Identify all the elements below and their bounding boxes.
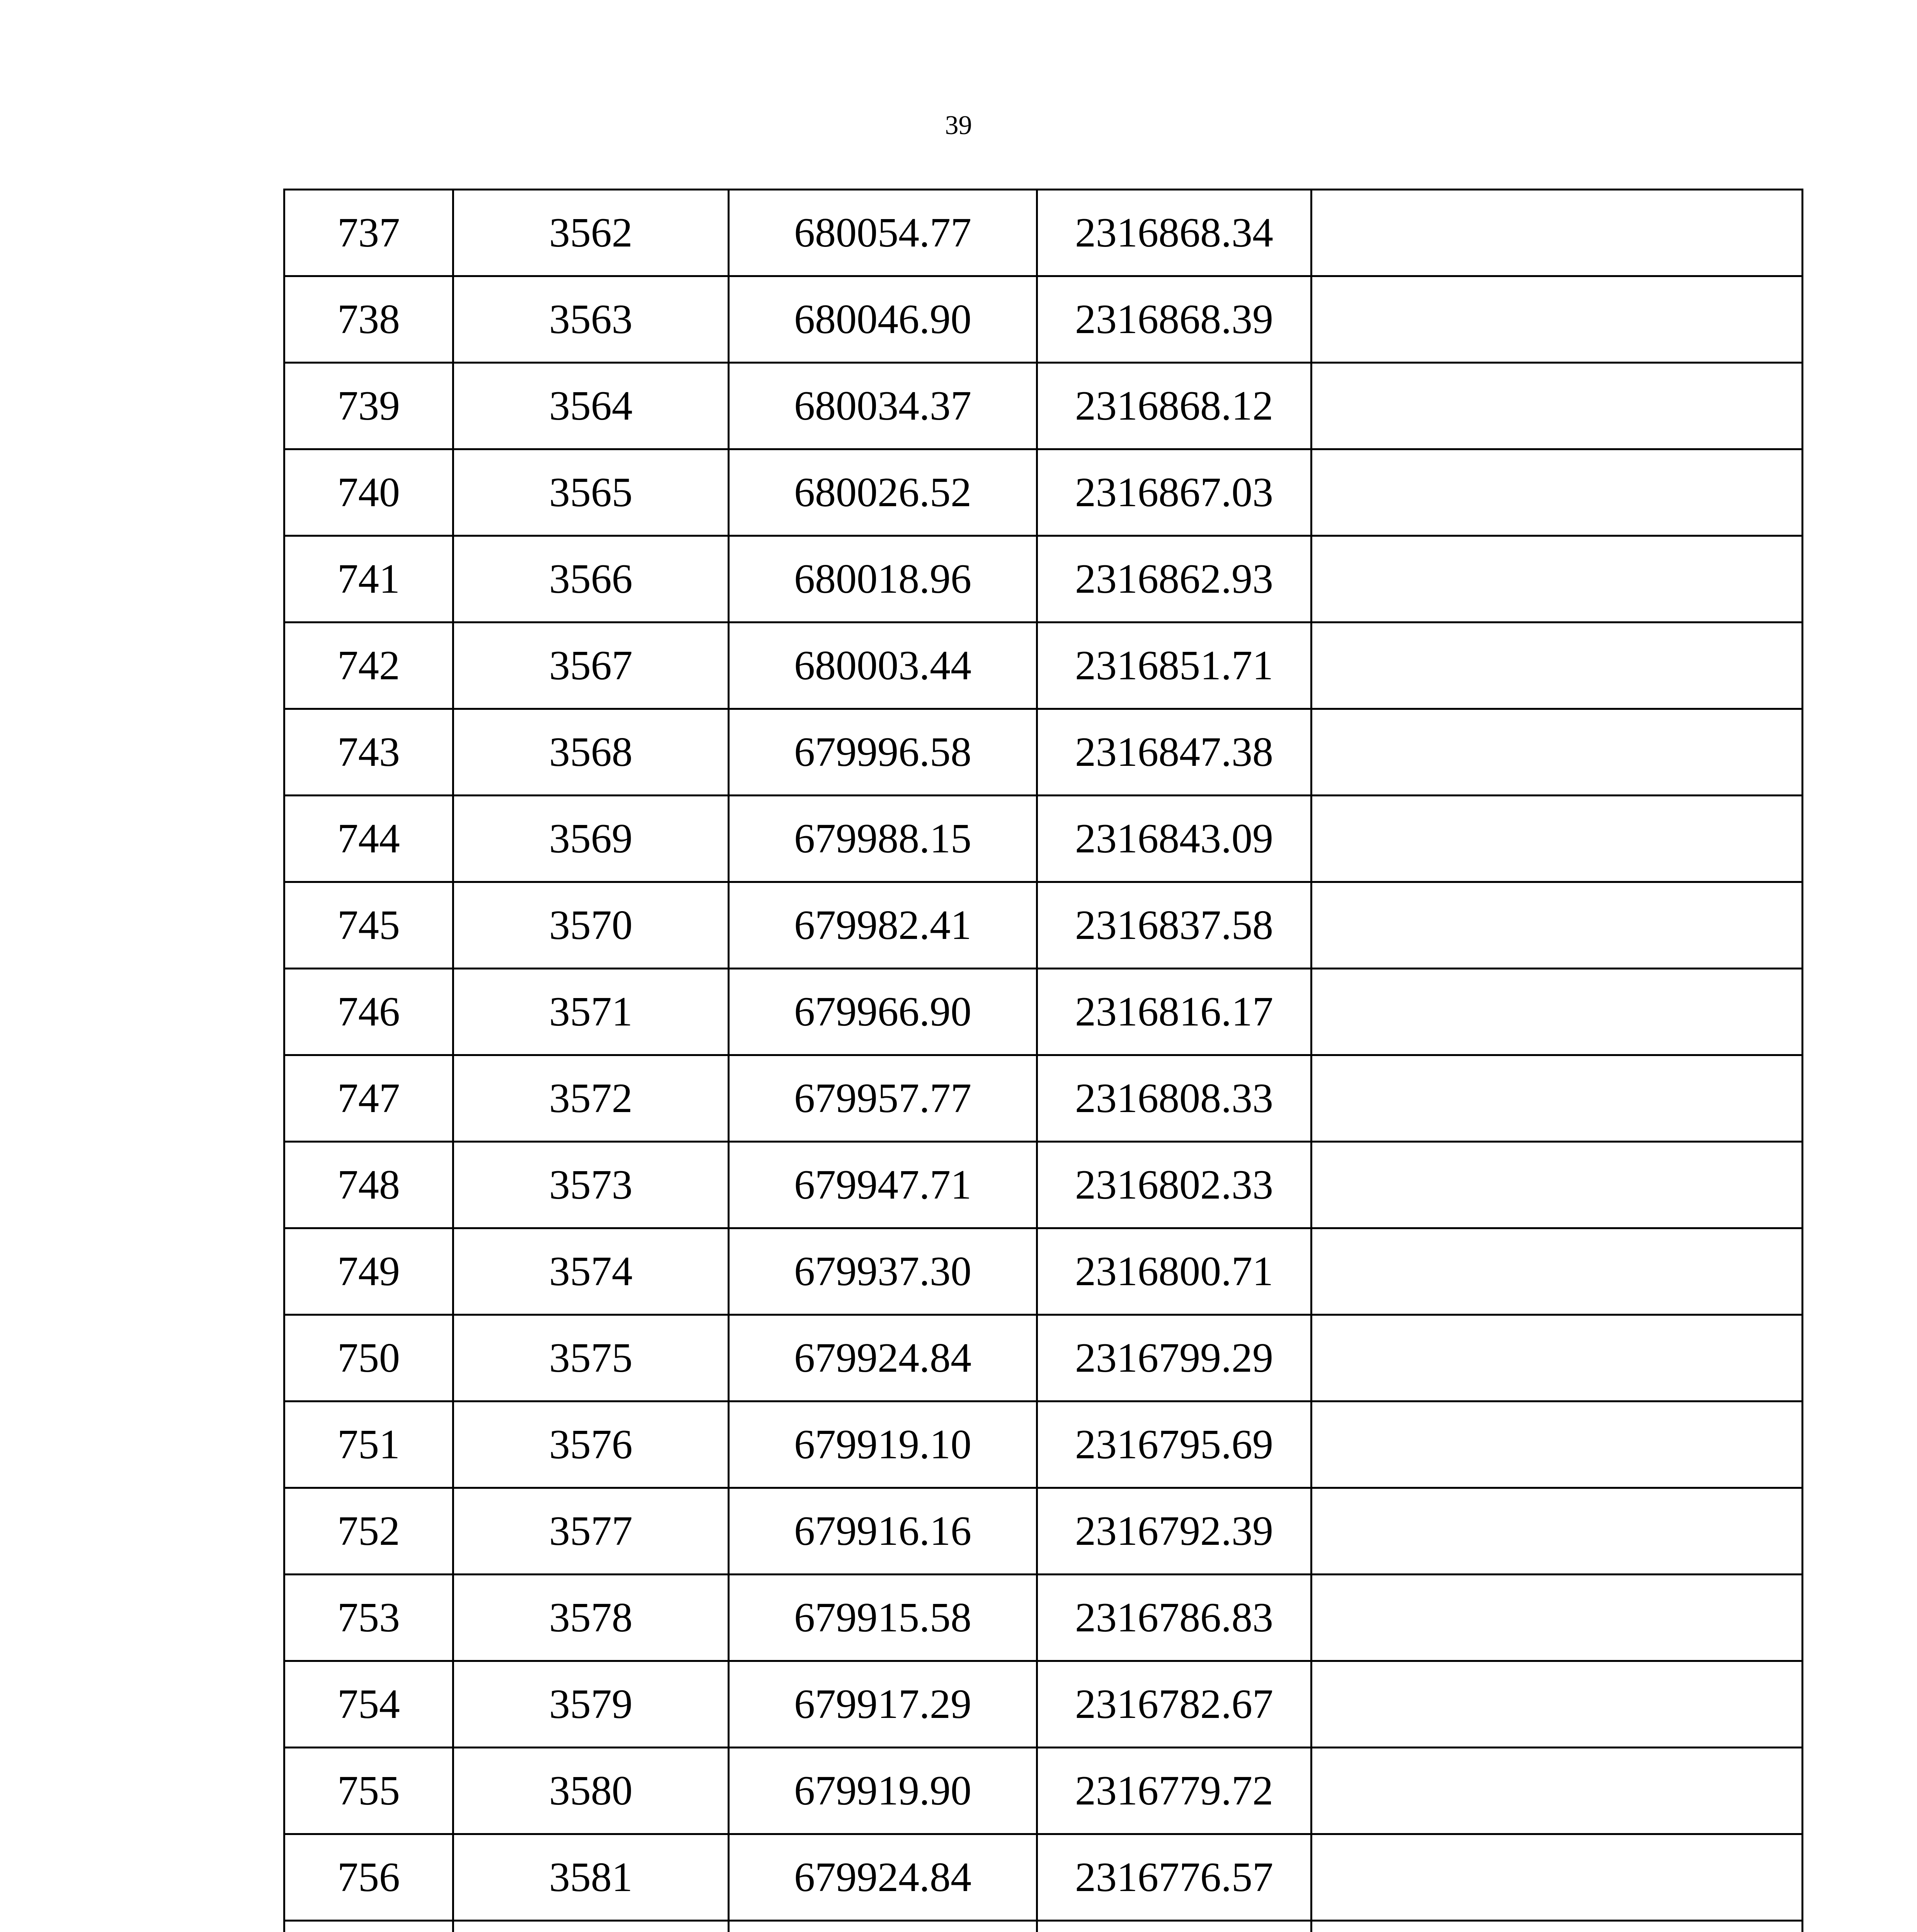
y-coordinate-cell: 2316862.93 (1037, 536, 1311, 622)
y-coordinate-cell: 2316792.39 (1037, 1488, 1311, 1575)
row-index-cell: 747 (284, 1055, 453, 1142)
empty-cell (1311, 1575, 1803, 1661)
page-number: 39 (945, 111, 972, 140)
coordinate-table-body (284, 190, 1803, 1932)
point-number-cell: 3579 (453, 1661, 729, 1748)
point-number-cell: 3572 (453, 1055, 729, 1142)
table-row (284, 709, 1803, 796)
point-number-cell: 3580 (453, 1748, 729, 1834)
empty-cell (1311, 1228, 1803, 1315)
empty-cell (1311, 882, 1803, 969)
y-coordinate-cell: 2316802.33 (1037, 1142, 1311, 1228)
y-coordinate-cell: 2316800.71 (1037, 1228, 1311, 1315)
row-index-cell: 749 (284, 1228, 453, 1315)
point-number-cell: 3564 (453, 363, 729, 449)
y-coordinate-cell: 2316808.33 (1037, 1055, 1311, 1142)
row-index-cell: 751 (284, 1401, 453, 1488)
table-row (284, 969, 1803, 1055)
x-coordinate-cell: 679915.58 (729, 1575, 1037, 1661)
table-row (284, 1575, 1803, 1661)
y-coordinate-cell: 2316851.71 (1037, 622, 1311, 709)
point-number-cell: 3574 (453, 1228, 729, 1315)
y-coordinate-cell: 2316799.29 (1037, 1315, 1311, 1401)
empty-cell (1311, 1401, 1803, 1488)
point-number-cell: 3562 (453, 190, 729, 276)
y-coordinate-cell: 2316847.38 (1037, 709, 1311, 796)
x-coordinate-cell: 679957.77 (729, 1055, 1037, 1142)
y-coordinate-cell: 2316868.39 (1037, 276, 1311, 363)
y-coordinate-cell: 2316837.58 (1037, 882, 1311, 969)
empty-cell (1311, 449, 1803, 536)
x-coordinate-cell: 680046.90 (729, 276, 1037, 363)
x-coordinate-cell: 680054.77 (729, 190, 1037, 276)
table-row (284, 363, 1803, 449)
empty-cell (1311, 1055, 1803, 1142)
x-coordinate-cell: 679982.41 (729, 882, 1037, 969)
y-coordinate-cell: 2316843.09 (1037, 796, 1311, 882)
point-number-cell: 3578 (453, 1575, 729, 1661)
row-index-cell: 744 (284, 796, 453, 882)
y-coordinate-cell: 2316795.69 (1037, 1401, 1311, 1488)
y-coordinate-cell: 2316868.12 (1037, 363, 1311, 449)
y-coordinate-cell: 2316816.17 (1037, 969, 1311, 1055)
empty-cell (1311, 969, 1803, 1055)
y-coordinate-cell: 2316779.72 (1037, 1748, 1311, 1834)
table-row (284, 276, 1803, 363)
empty-cell (1311, 1748, 1803, 1834)
table-row (284, 190, 1803, 276)
point-number-cell: 3581 (453, 1834, 729, 1921)
y-coordinate-cell: 2316786.83 (1037, 1575, 1311, 1661)
empty-cell (1311, 1488, 1803, 1575)
row-index-cell: 753 (284, 1575, 453, 1661)
point-number-cell: 3566 (453, 536, 729, 622)
point-number-cell: 3571 (453, 969, 729, 1055)
x-coordinate-cell: 679924.84 (729, 1315, 1037, 1401)
empty-cell (1311, 190, 1803, 276)
row-index-cell: 743 (284, 709, 453, 796)
table-row (284, 1921, 1803, 1932)
x-coordinate-cell: 679947.71 (729, 1142, 1037, 1228)
point-number-cell: 3570 (453, 882, 729, 969)
x-coordinate-cell: 679919.10 (729, 1401, 1037, 1488)
point-number-cell: 3565 (453, 449, 729, 536)
table-row (284, 449, 1803, 536)
empty-cell (1311, 1834, 1803, 1921)
x-coordinate-cell: 680026.52 (729, 449, 1037, 536)
x-coordinate-cell: 679924.84 (729, 1834, 1037, 1921)
row-index-cell: 754 (284, 1661, 453, 1748)
row-index-cell: 752 (284, 1488, 453, 1575)
row-index-cell (284, 1921, 453, 1932)
x-coordinate-cell: 679966.90 (729, 969, 1037, 1055)
row-index-cell: 741 (284, 536, 453, 622)
point-number-cell: 3567 (453, 622, 729, 709)
table-row (284, 1228, 1803, 1315)
table-row (284, 1488, 1803, 1575)
row-index-cell: 739 (284, 363, 453, 449)
empty-cell (1311, 1921, 1803, 1932)
point-number-cell: 3563 (453, 276, 729, 363)
empty-cell (1311, 796, 1803, 882)
empty-cell (1311, 1315, 1803, 1401)
row-index-cell: 748 (284, 1142, 453, 1228)
table-row (284, 1315, 1803, 1401)
row-index-cell: 756 (284, 1834, 453, 1921)
x-coordinate-cell: 679996.58 (729, 709, 1037, 796)
point-number-cell: 3575 (453, 1315, 729, 1401)
y-coordinate-cell: 2316867.03 (1037, 449, 1311, 536)
point-number-cell: 3577 (453, 1488, 729, 1575)
point-number-cell: 3573 (453, 1142, 729, 1228)
y-coordinate-cell: 2316776.57 (1037, 1834, 1311, 1921)
y-coordinate-cell: 2316782.67 (1037, 1661, 1311, 1748)
point-number-cell: 3568 (453, 709, 729, 796)
point-number-cell: 3569 (453, 796, 729, 882)
empty-cell (1311, 1142, 1803, 1228)
empty-cell (1311, 276, 1803, 363)
x-coordinate-cell: 679919.90 (729, 1748, 1037, 1834)
table-row (284, 536, 1803, 622)
x-coordinate-cell: 679917.29 (729, 1661, 1037, 1748)
row-index-cell: 738 (284, 276, 453, 363)
table-row (284, 1142, 1803, 1228)
empty-cell (1311, 536, 1803, 622)
y-coordinate-cell (1037, 1921, 1311, 1932)
table-row (284, 1401, 1803, 1488)
empty-cell (1311, 363, 1803, 449)
x-coordinate-cell: 679916.16 (729, 1488, 1037, 1575)
row-index-cell: 750 (284, 1315, 453, 1401)
x-coordinate-cell: 680034.37 (729, 363, 1037, 449)
row-index-cell: 745 (284, 882, 453, 969)
table-row (284, 1055, 1803, 1142)
x-coordinate-cell: 679988.15 (729, 796, 1037, 882)
x-coordinate-cell (729, 1921, 1037, 1932)
table-row (284, 1748, 1803, 1834)
table-row (284, 1834, 1803, 1921)
empty-cell (1311, 709, 1803, 796)
point-number-cell (453, 1921, 729, 1932)
row-index-cell: 742 (284, 622, 453, 709)
row-index-cell: 740 (284, 449, 453, 536)
table-row (284, 882, 1803, 969)
empty-cell (1311, 1661, 1803, 1748)
x-coordinate-cell: 680003.44 (729, 622, 1037, 709)
x-coordinate-cell: 679937.30 (729, 1228, 1037, 1315)
table-row (284, 796, 1803, 882)
y-coordinate-cell: 2316868.34 (1037, 190, 1311, 276)
coordinate-table (283, 189, 1803, 1932)
x-coordinate-cell: 680018.96 (729, 536, 1037, 622)
table-row (284, 622, 1803, 709)
row-index-cell: 755 (284, 1748, 453, 1834)
table-row (284, 1661, 1803, 1748)
row-index-cell: 746 (284, 969, 453, 1055)
row-index-cell: 737 (284, 190, 453, 276)
empty-cell (1311, 622, 1803, 709)
point-number-cell: 3576 (453, 1401, 729, 1488)
